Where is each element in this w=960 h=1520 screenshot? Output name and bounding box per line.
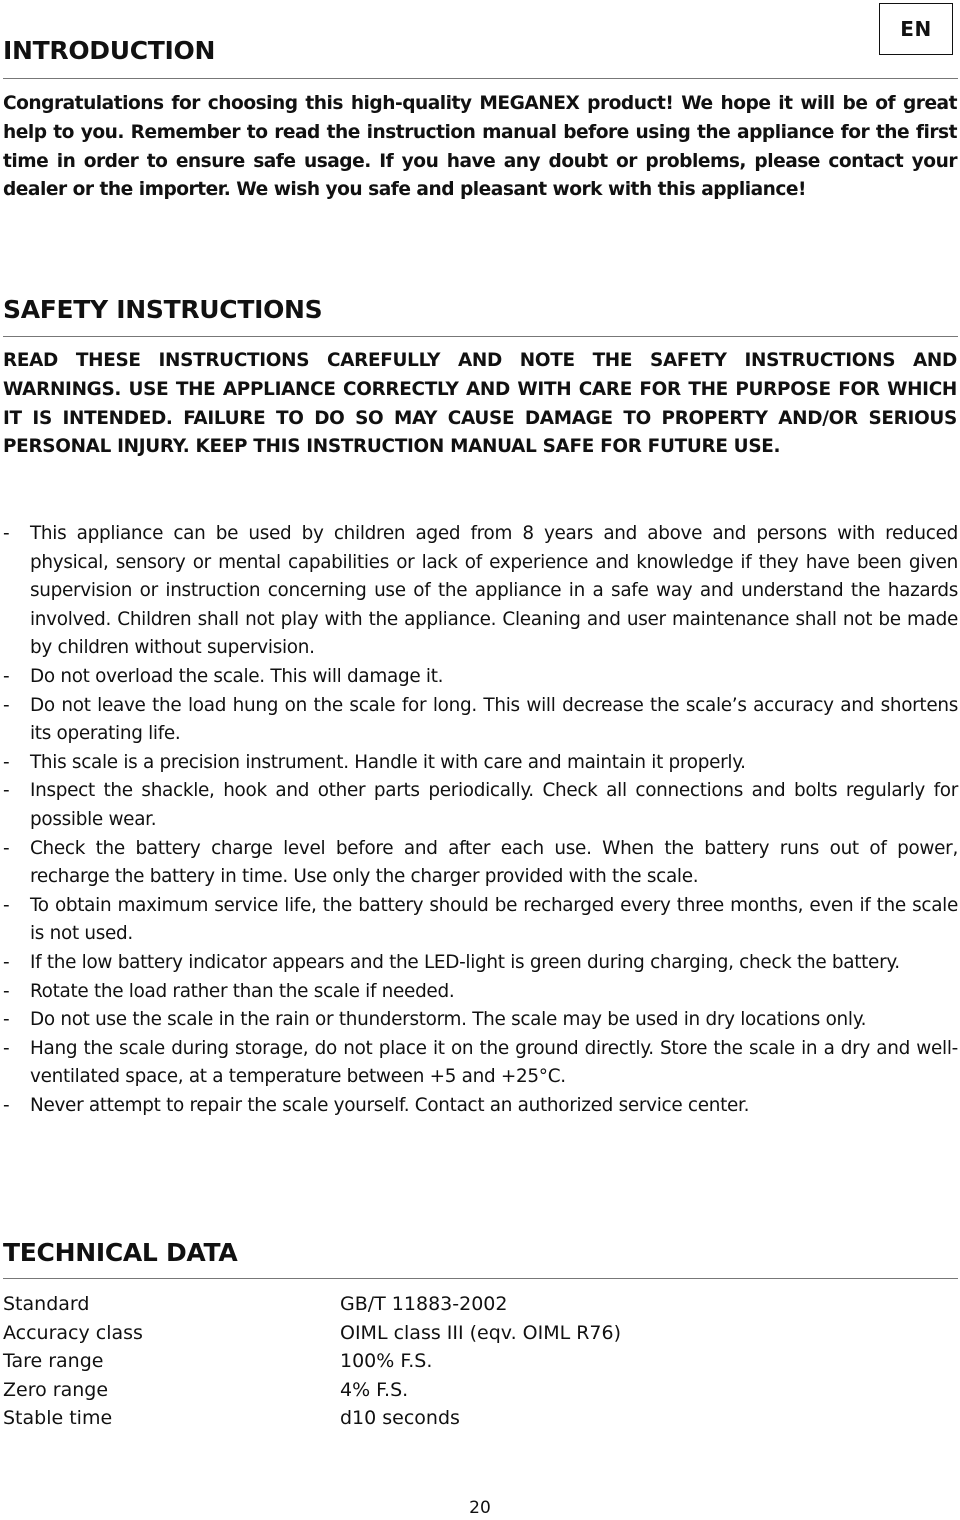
list-item-text: This appliance can be used by children aged from 8 years and above and persons with reduced physical, sensory or mental capabilities or lack of experience and knowledge if they have been given supervision or instruction concerning use of the appliance in a safe way and understand the hazards involved. Children shall not play with the appliance. Cleaning and user maintenance shall not be made by children without supervision.: [30, 523, 958, 659]
list-item-text: Rotate the load rather than the scale if needed.: [30, 980, 455, 1002]
spec-label: Zero range: [3, 1378, 109, 1401]
list-item-text: Check the battery charge level before and after each use. When the battery runs out of power, recharge the battery in time. Use only the charger provided with the scale.: [30, 837, 958, 888]
spec-label: Stable time: [3, 1407, 113, 1430]
safety-divider: [3, 336, 958, 337]
technical-divider: [3, 1278, 958, 1279]
table-row: [3, 1347, 621, 1376]
safety-warning: READ THESE INSTRUCTIONS CAREFULLY AND NOTE THE SAFETY INSTRUCTIONS AND WARNINGS. USE THE APPLIANCE CORRECTLY AND WITH CARE FOR THE PURPOSE FOR WHICH IT IS INTENDED. FAILURE TO DO SO MAY CAUSE DAMAGE TO PROPERTY AND/OR SERIOUS PERSONAL INJURY. KEEP THIS INSTRUCTION MANUAL SAFE FOR FUTURE USE.: [3, 350, 957, 458]
list-item-text: To obtain maximum service life, the battery should be recharged every three months, even if the scale is not used.: [30, 894, 958, 945]
page-number: 20: [469, 1498, 491, 1518]
bullet-dash: -: [3, 1037, 10, 1059]
bullet-dash: -: [3, 665, 10, 687]
list-item-text: Inspect the shackle, hook and other parts periodically. Check all connections and bolts regularly for possible wear.: [30, 780, 958, 830]
technical-title: TECHNICAL DATA: [3, 1238, 238, 1267]
table-row: [3, 1404, 621, 1433]
list-item: [3, 978, 958, 1007]
list-item: [3, 835, 958, 892]
bullet-dash: -: [3, 694, 10, 716]
list-item-text: Hang the scale during storage, do not place it on the ground directly. Store the scale in a dry and well-ventilated space, at a temperature between +5 and +25°C.: [30, 1037, 958, 1088]
spec-label: Standard: [3, 1293, 90, 1315]
list-item: [3, 663, 958, 692]
safety-list: [3, 520, 958, 1120]
spec-value: OIML class III (eqv. OIML R76): [340, 1321, 622, 1344]
bullet-dash: -: [3, 951, 10, 973]
list-item-text: This scale is a precision instrument. Handle it with care and maintain it properly.: [30, 751, 746, 773]
spec-value: 4% F.S.: [340, 1378, 409, 1401]
introduction-text: Congratulations for choosing this high-quality MEGANEX product! We hope it will be of great help to you. Remember to read the instruction manual before using the appliance for the first time in order to ensure safe usage. If you have any doubt or problems, please contact your dealer or the importer. We wish you safe and pleasant work with this appliance!: [3, 93, 957, 201]
list-item: [3, 949, 958, 978]
bullet-dash: -: [3, 780, 10, 802]
table-row: [3, 1376, 621, 1405]
spec-label: Tare range: [3, 1350, 104, 1373]
safety-title: SAFETY INSTRUCTIONS: [3, 295, 323, 324]
bullet-dash: -: [3, 980, 10, 1002]
table-row: [3, 1319, 621, 1348]
spec-value: 100% F.S.: [340, 1350, 433, 1373]
list-item: [3, 892, 958, 949]
spec-value: d10 seconds: [340, 1407, 460, 1430]
spec-value: GB/T 11883-2002: [340, 1293, 508, 1315]
table-row: [3, 1290, 621, 1319]
list-item-text: Do not leave the load hung on the scale for long. This will decrease the scale’s accuracy and shortens its operating life.: [30, 694, 958, 745]
list-item: [3, 520, 958, 663]
list-item: [3, 749, 958, 778]
list-item: [3, 777, 958, 834]
bullet-dash: -: [3, 523, 10, 544]
introduction-title: INTRODUCTION: [3, 36, 216, 65]
list-item-text: Do not use the scale in the rain or thunderstorm. The scale may be used in dry locations only.: [30, 1009, 867, 1031]
spec-label: Accuracy class: [3, 1321, 143, 1344]
list-item: [3, 692, 958, 749]
bullet-dash: -: [3, 1009, 10, 1031]
list-item-text: If the low battery indicator appears and the LED-light is green during charging, check the battery.: [30, 951, 900, 973]
bullet-dash: -: [3, 751, 10, 773]
bullet-dash: -: [3, 894, 10, 916]
bullet-dash: -: [3, 1094, 10, 1116]
bullet-dash: -: [3, 837, 10, 859]
list-item-text: Do not overload the scale. This will damage it.: [30, 665, 444, 687]
technical-data-table: [3, 1290, 621, 1433]
list-item: [3, 1035, 958, 1092]
introduction-divider: [3, 78, 958, 79]
list-item: [3, 1092, 958, 1121]
list-item-text: Never attempt to repair the scale yourself. Contact an authorized service center.: [30, 1094, 750, 1116]
list-item: [3, 1006, 958, 1035]
language-badge: EN: [879, 3, 953, 55]
